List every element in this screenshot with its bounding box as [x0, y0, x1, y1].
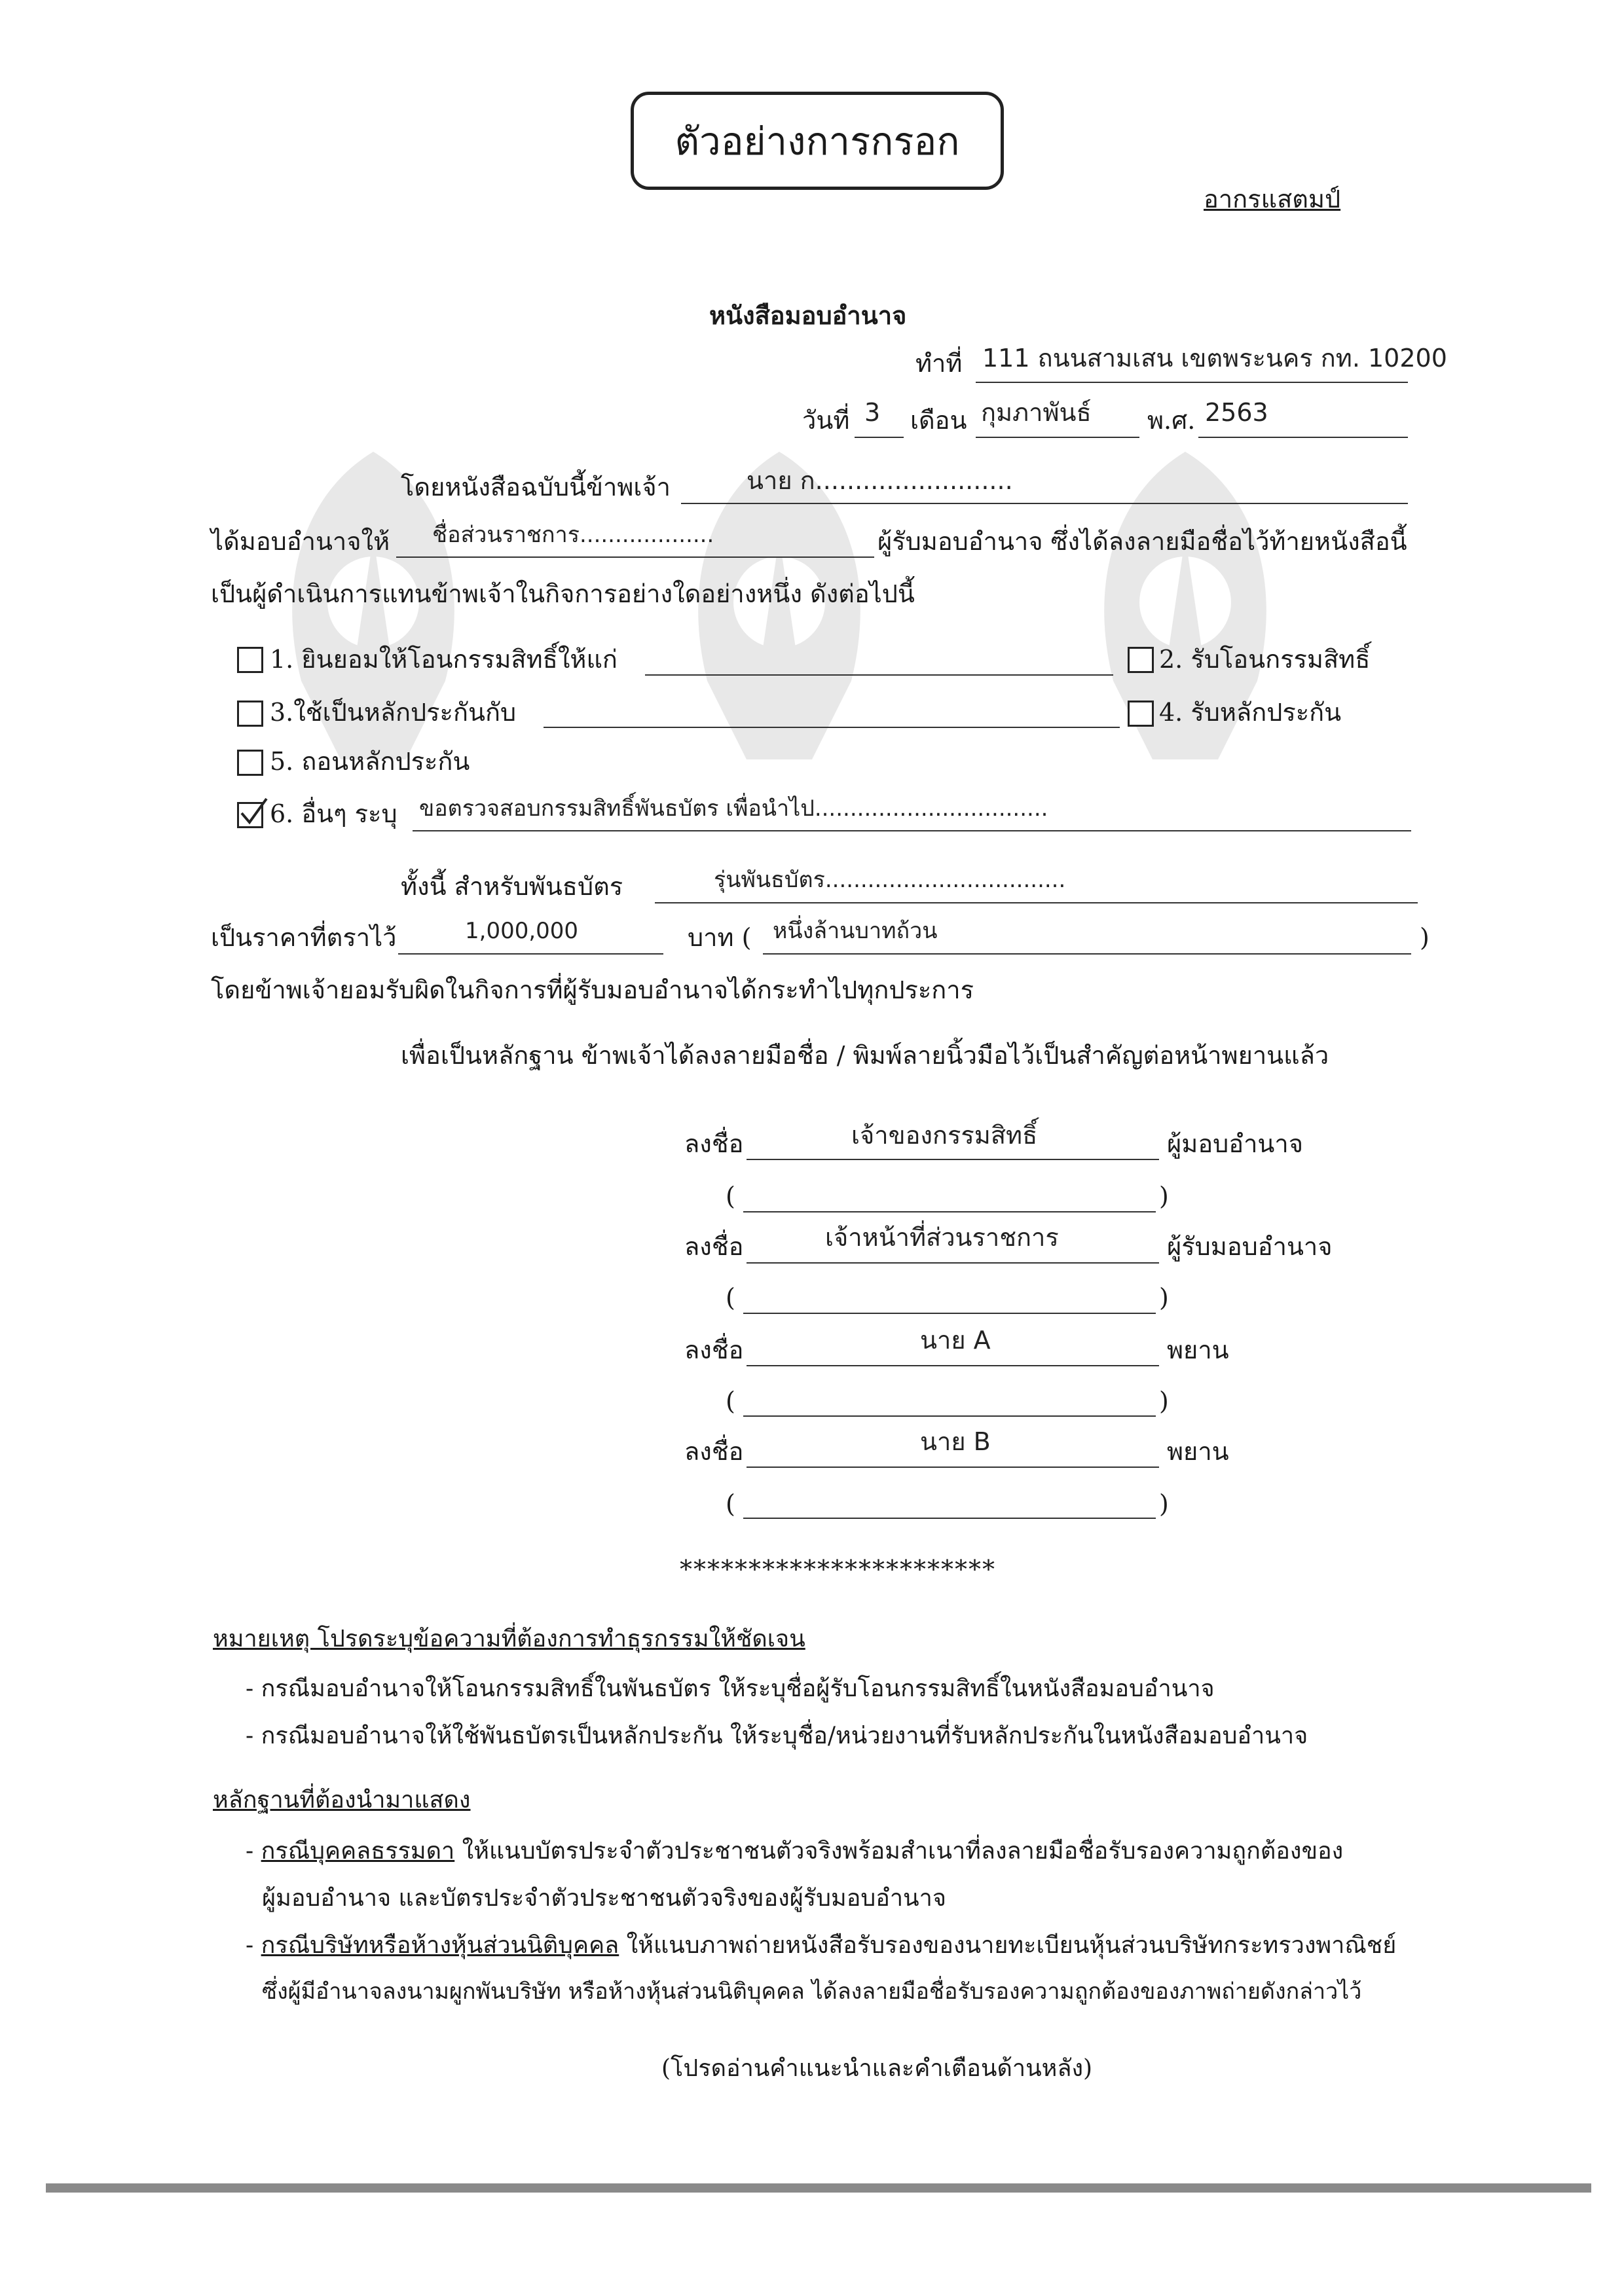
stamp-label: อากรแสตมป์	[1204, 185, 1341, 213]
option-4-label: 4. รับหลักประกัน	[1159, 698, 1342, 727]
printed-name-line	[743, 1518, 1156, 1519]
printed-name-line	[743, 1313, 1156, 1314]
option-5-checkbox[interactable]	[237, 750, 263, 776]
paren-open: (	[726, 1387, 735, 1415]
sign-line	[747, 1159, 1159, 1160]
docs-item-1-head: กรณีบุคคลธรรมดา	[261, 1838, 455, 1865]
day-line	[855, 437, 904, 438]
place-value[interactable]: 111 ถนนสามเสน เขตพระนคร กท. 10200	[982, 344, 1447, 373]
year-label: พ.ศ.	[1147, 406, 1196, 435]
price-close-paren: )	[1420, 923, 1430, 952]
signer-name[interactable]: นาย A	[920, 1326, 991, 1355]
bond-label: ทั้งนี้ สำหรับพันธบัตร	[401, 872, 623, 901]
option-2-checkbox[interactable]	[1128, 647, 1154, 673]
signer-role: ผู้มอบอำนาจ	[1167, 1129, 1303, 1158]
day-value[interactable]: 3	[864, 398, 881, 427]
option-1-label: 1. ยินยอมให้โอนกรรมสิทธิ์ให้แก่	[270, 645, 618, 674]
option-1-line	[645, 674, 1113, 676]
paren-close: )	[1159, 1489, 1169, 1518]
price-value[interactable]: 1,000,000	[465, 918, 579, 944]
footer-note: (โปรดอ่านคำแนะนำและคำเตือนด้านหลัง)	[661, 2055, 1093, 2082]
sign-line	[747, 1365, 1159, 1366]
option-3-label: 3.ใช้เป็นหลักประกันกับ	[270, 698, 517, 727]
option-6-label: 6. อื่นๆ ระบุ	[270, 799, 397, 828]
checkmark-icon	[236, 795, 269, 828]
year-line	[1198, 437, 1408, 438]
signer-name[interactable]: เจ้าหน้าที่ส่วนราชการ	[825, 1223, 1059, 1252]
price-line	[398, 953, 663, 955]
printed-name-line	[743, 1211, 1156, 1212]
sample-label-box	[631, 92, 1004, 190]
option-3-checkbox[interactable]	[237, 701, 263, 727]
docs-item-2	[246, 1931, 1396, 1960]
signer-name[interactable]: เจ้าของกรรมสิทธิ์	[851, 1121, 1038, 1150]
sign-label: ลงชื่อ	[684, 1336, 744, 1364]
option-1-checkbox[interactable]	[237, 647, 263, 673]
signer-role: พยาน	[1167, 1437, 1229, 1466]
month-line	[976, 437, 1139, 438]
option-3-line	[544, 727, 1120, 728]
signer-name[interactable]: นาย B	[920, 1427, 991, 1456]
option-6-checkbox[interactable]	[237, 802, 263, 828]
evidence-text: เพื่อเป็นหลักฐาน ข้าพเจ้าได้ลงลายมือชื่อ / พิมพ์ลายนิ้วมือไว้เป็นสำคัญต่อหน้าพยานแล้ว	[401, 1041, 1329, 1070]
sign-label: ลงชื่อ	[684, 1437, 744, 1466]
docs-dash: -	[246, 1838, 254, 1865]
docs-item-2-head: กรณีบริษัทหรือห้างหุ้นส่วนนิติบุคคล	[261, 1932, 619, 1959]
printed-name-line	[743, 1415, 1156, 1417]
notes-item: - กรณีมอบอำนาจให้ใช้พันธบัตรเป็นหลักประกัน ให้ระบุชื่อ/หน่วยงานที่รับหลักประกันในหนังสือมอบอำนาจ	[246, 1722, 1308, 1749]
docs-item-1-text: ให้แนบบัตรประจำตัวประชาชนตัวจริงพร้อมสำเนาที่ลงลายมือชื่อรับรองความถูกต้องของ	[454, 1838, 1344, 1865]
paren-close: )	[1159, 1182, 1169, 1211]
docs-item-1	[246, 1837, 1343, 1866]
grantor-value[interactable]: นาย ก.........................	[747, 466, 1013, 495]
option-2-label: 2. รับโอนกรรมสิทธิ์	[1159, 645, 1371, 674]
signer-role: พยาน	[1167, 1336, 1229, 1364]
option-4-checkbox[interactable]	[1128, 701, 1154, 727]
paren-open: (	[726, 1489, 735, 1518]
grantor-label: โดยหนังสือฉบับนี้ข้าพเจ้า	[401, 473, 671, 501]
form-title: หนังสือมอบอำนาจ	[709, 301, 907, 330]
docs-item-2-text: ให้แนบภาพถ่ายหนังสือรับรองของนายทะเบียนหุ้นส่วนบริษัทกระทรวงพาณิชย์	[619, 1932, 1397, 1959]
responsibility-text: โดยข้าพเจ้ายอมรับผิดในกิจการที่ผู้รับมอบอำนาจได้กระทำไปทุกประการ	[211, 975, 974, 1004]
bottom-border	[46, 2183, 1591, 2193]
month-value[interactable]: กุมภาพันธ์	[981, 398, 1092, 427]
price-text-line	[763, 953, 1411, 955]
notes-title: หมายเหตุ โปรดระบุข้อความที่ต้องการทำธุรกรรมให้ชัดเจน	[213, 1626, 805, 1652]
year-value[interactable]: 2563	[1205, 398, 1268, 427]
baht-label: บาท (	[688, 923, 752, 952]
grantee-line	[396, 556, 874, 558]
bond-value[interactable]: รุ่นพันธบัตร..................................	[714, 867, 1066, 893]
grantee-label: ได้มอบอำนาจให้	[211, 527, 390, 556]
option-6-value[interactable]: ขอตรวจสอบกรรมสิทธิ์พันธบัตร เพื่อนำไป.................................	[419, 795, 1048, 822]
option-5-label: 5. ถอนหลักประกัน	[270, 747, 470, 776]
docs-item-1-line2: ผู้มอบอำนาจ และบัตรประจำตัวประชาชนตัวจริงของผู้รับมอบอำนาจ	[262, 1885, 946, 1912]
paren-close: )	[1159, 1387, 1169, 1415]
grantee-value[interactable]: ชื่อส่วนราชการ...................	[432, 522, 714, 548]
separator-stars: ***********************	[680, 1555, 996, 1584]
bond-line	[655, 902, 1418, 903]
place-label: ทำที่	[915, 349, 963, 378]
sample-label: ตัวอย่างการกรอก	[674, 118, 960, 164]
place-line	[976, 382, 1408, 383]
docs-dash: -	[246, 1932, 254, 1959]
paren-close: )	[1159, 1283, 1169, 1312]
docs-item-2-line2: ซึ่งผู้มีอำนาจลงนามผูกพันบริษัท หรือห้างหุ้นส่วนนิติบุคคล ได้ลงลายมือชื่อรับรองความถูกต้องของภาพถ่ายดังกล่าวไว้	[262, 1978, 1362, 2005]
sign-label: ลงชื่อ	[684, 1232, 744, 1261]
day-label: วันที่	[802, 406, 850, 435]
grantor-line	[681, 503, 1408, 504]
price-text-value[interactable]: หนึ่งล้านบาทถ้วน	[773, 918, 938, 944]
act-intro: เป็นผู้ดำเนินการแทนข้าพเจ้าในกิจการอย่างใดอย่างหนึ่ง ดังต่อไปนี้	[211, 579, 915, 608]
paren-open: (	[726, 1182, 735, 1211]
option-6-line	[413, 830, 1411, 831]
sign-line	[747, 1262, 1159, 1264]
notes-item: - กรณีมอบอำนาจให้โอนกรรมสิทธิ์ในพันธบัตร ให้ระบุชื่อผู้รับโอนกรรมสิทธิ์ในหนังสือมอบอำนาจ	[246, 1675, 1215, 1702]
docs-title: หลักฐานที่ต้องนำมาแสดง	[213, 1787, 471, 1813]
watermark-logo	[1048, 432, 1323, 786]
grantee-suffix: ผู้รับมอบอำนาจ ซึ่งได้ลงลายมือชื่อไว้ท้ายหนังสือนี้	[877, 527, 1407, 556]
price-label: เป็นราคาที่ตราไว้	[211, 923, 397, 952]
sign-label: ลงชื่อ	[684, 1129, 744, 1158]
signer-role: ผู้รับมอบอำนาจ	[1167, 1232, 1333, 1261]
sign-line	[747, 1467, 1159, 1468]
paren-open: (	[726, 1283, 735, 1312]
month-label: เดือน	[910, 406, 967, 435]
